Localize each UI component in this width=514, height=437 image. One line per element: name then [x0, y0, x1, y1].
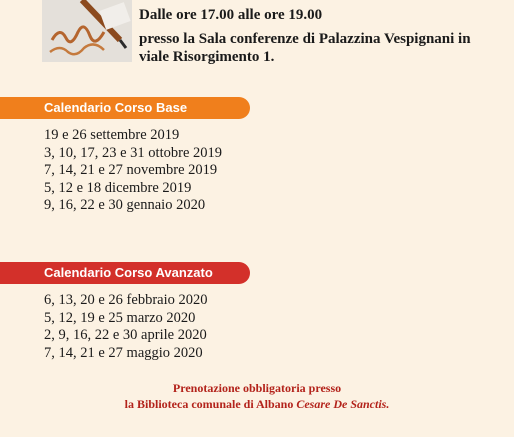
date-item: 19 e 26 settembre 2019 — [44, 127, 180, 143]
date-item: 9, 16, 22 e 30 gennaio 2020 — [44, 197, 206, 213]
library-name: Cesare De Sanctis. — [296, 397, 390, 411]
library-text: la Biblioteca comunale di Albano — [124, 397, 294, 411]
date-item: 6, 13, 20 e 26 febbraio 2020 — [44, 292, 208, 308]
date-item: 2, 9, 16, 22 e 30 aprile 2020 — [44, 327, 207, 343]
advanced-course-title: Calendario Corso Avanzato — [44, 265, 213, 280]
base-course-banner — [0, 97, 250, 119]
date-item: 5, 12 e 18 dicembre 2019 — [44, 179, 192, 196]
date-item: 5, 12, 19 e 25 marzo 2020 — [44, 309, 196, 326]
booking-note-line-1: Prenotazione obbligatoria presso — [172, 381, 342, 395]
date-item: 7, 14, 21 e 27 maggio 2020 — [44, 344, 203, 361]
base-course-title: Calendario Corso Base — [44, 100, 188, 115]
time-line: Dalle ore 17.00 alle ore 19.00 — [139, 7, 323, 23]
advanced-course-banner — [0, 262, 250, 284]
calligraphy-photo — [42, 0, 132, 62]
venue-line-1: presso la Sala conferenze di Palazzina Vespignani in — [139, 31, 471, 47]
date-item: 3, 10, 17, 23 e 31 ottobre 2019 — [44, 144, 223, 161]
booking-note-line-2 — [0, 396, 514, 412]
date-item: 7, 14, 21 e 27 novembre 2019 — [44, 162, 218, 178]
venue-line-2: viale Risorgimento 1. — [139, 49, 275, 65]
base-course-dates — [44, 127, 222, 215]
advanced-course-dates — [44, 292, 208, 362]
